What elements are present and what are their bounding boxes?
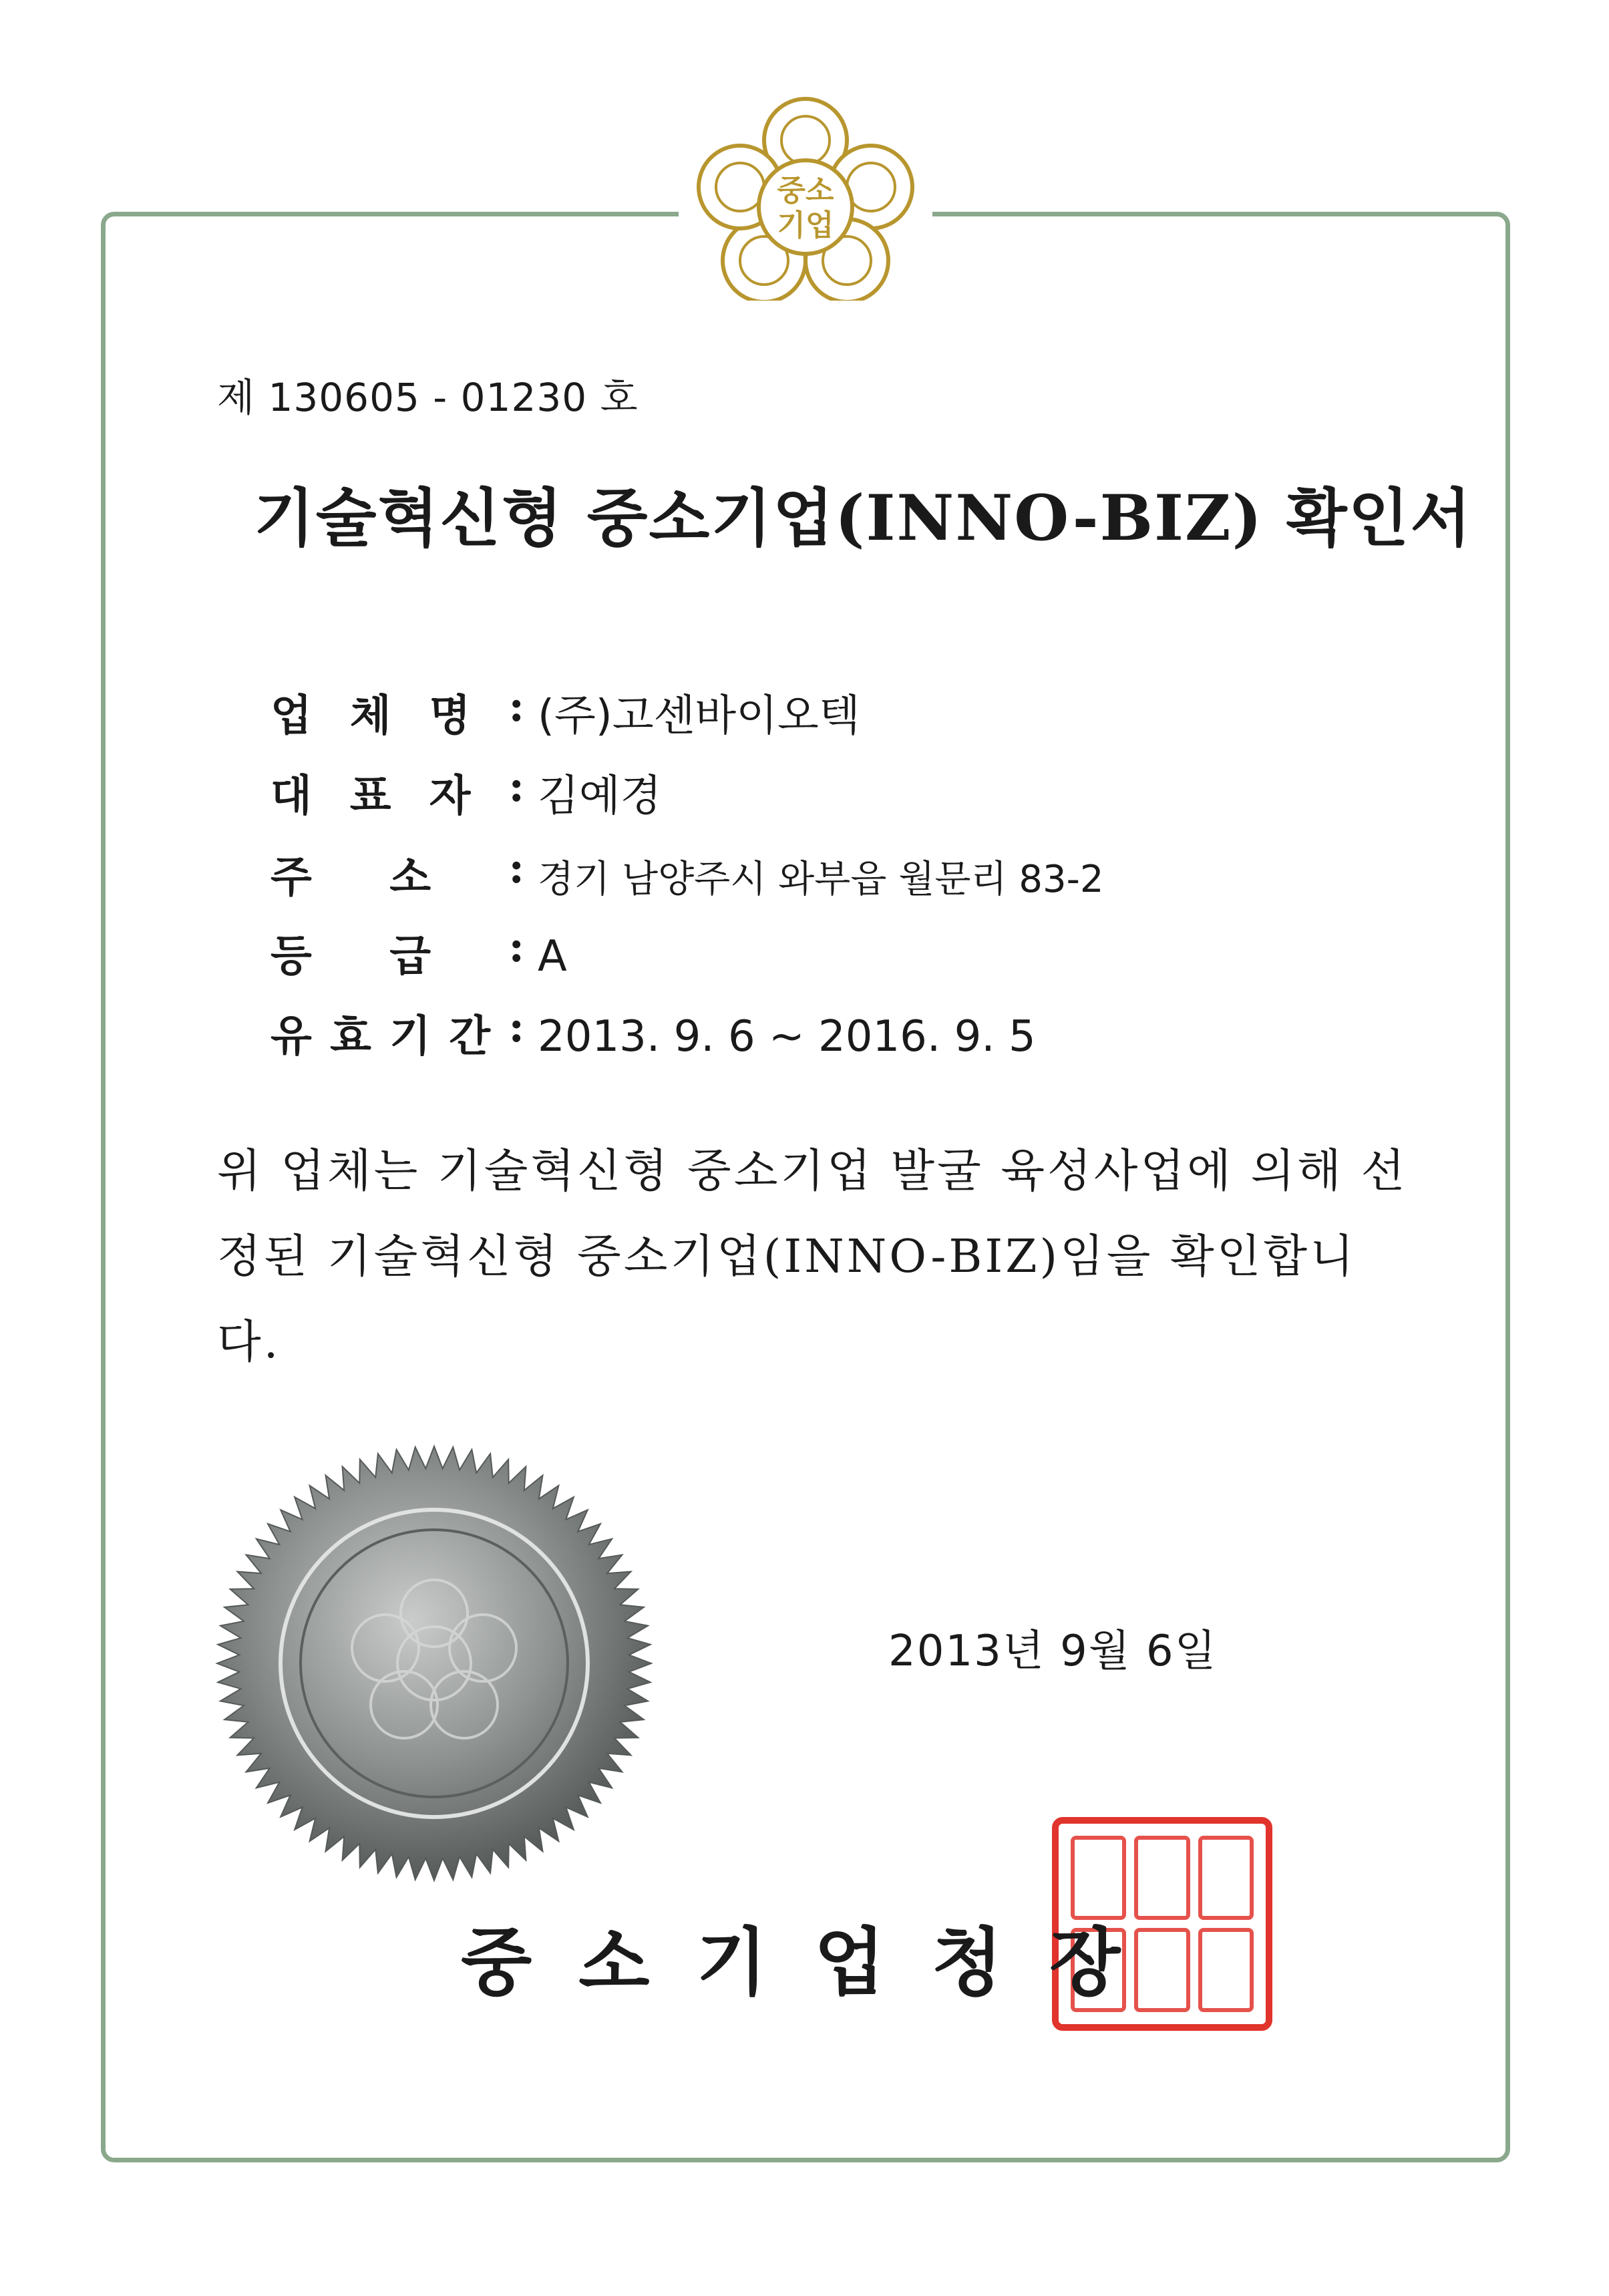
issuer-name: 중소기업청장 (461, 1919, 1168, 2005)
embossed-seal-icon (214, 1443, 655, 1884)
flower-emblem-icon (692, 94, 919, 301)
field-value: (주)고센바이오텍 (538, 691, 860, 741)
field-company-name (271, 681, 860, 743)
field-label: 주 소 : (271, 843, 524, 903)
certificate-number: 제 130605 - 01230 호 (217, 375, 639, 420)
field-grade (271, 922, 567, 983)
field-validity-period (271, 1002, 1036, 1063)
field-value: 경기 남양주시 와부읍 월문리 83-2 (538, 858, 1104, 901)
certificate-title: 기술혁신형 중소기업(INNO-BIZ) 확인서 (254, 482, 1473, 555)
confirmation-text: 위 업체는 기술혁신형 중소기업 발굴 육성사업에 의해 선정된 기술혁신형 중소기업(INNO-BIZ)임을 확인합니다. (217, 1145, 1408, 1369)
field-representative (271, 762, 661, 823)
field-label: 업 체 명 : (271, 681, 524, 741)
field-value: 김예경 (538, 772, 662, 821)
emblem-text-bottom: 기업 (777, 208, 834, 242)
field-value: 2013. 9. 6 ~ 2016. 9. 5 (538, 1012, 1036, 1061)
field-value: A (538, 932, 567, 981)
field-label: 유 효 기 간 : (271, 1002, 524, 1061)
field-label: 등 급 : (271, 922, 524, 981)
field-address (271, 843, 1103, 905)
issue-date: 2013년 9월 6일 (888, 1627, 1218, 1676)
emblem-text-top: 중소 (777, 174, 834, 208)
field-label: 대 표 자 : (271, 762, 524, 821)
sme-emblem (679, 87, 932, 307)
